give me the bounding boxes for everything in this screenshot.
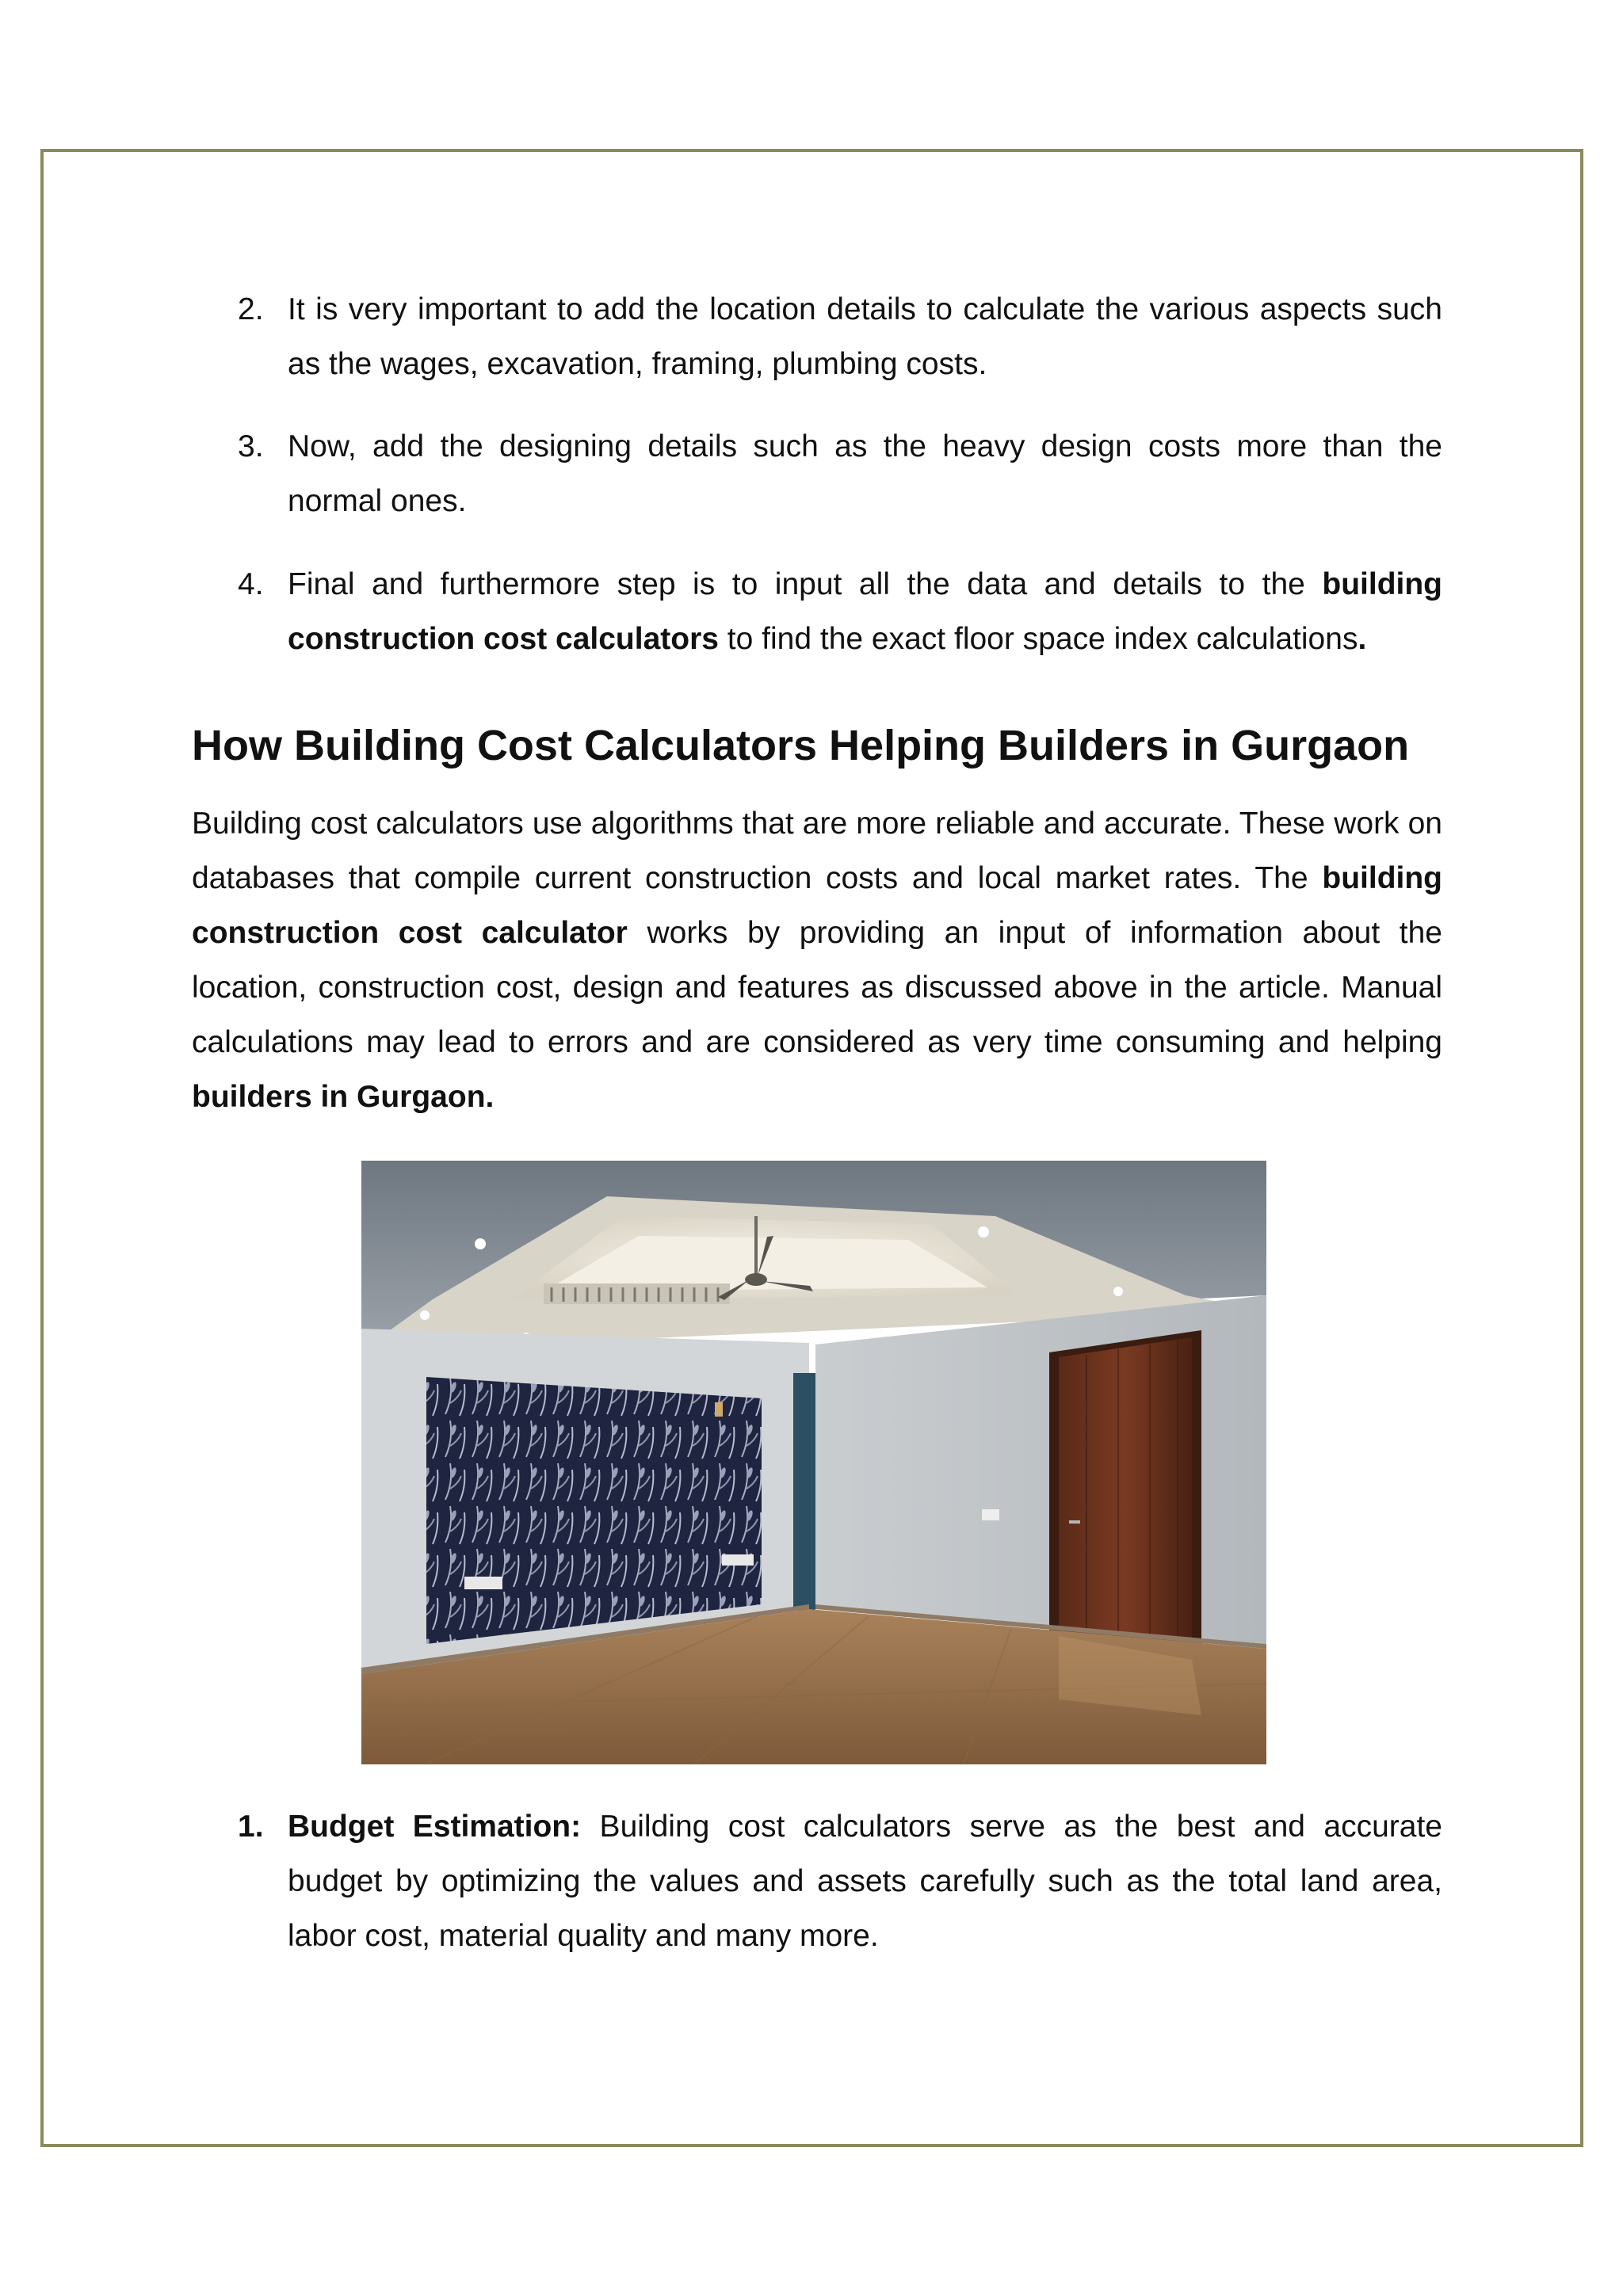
list-item <box>238 282 1442 391</box>
list-item <box>238 1799 1442 1963</box>
list-text: Now, add the designing details such as the heavy design costs more than the normal ones. <box>288 429 1442 518</box>
paragraph-bold: building construction cost calculator <box>192 861 1442 950</box>
list-item <box>238 419 1442 528</box>
section-heading: How Building Cost Calculators Helping Builders in Gurgaon <box>192 722 1410 769</box>
list-text-part: to find the exact floor space index calculations <box>718 622 1358 656</box>
list-number: 3. <box>238 429 264 463</box>
list-text: It is very important to add the location details to calculate the various aspects such as the wages, excavation, framing, plumbing costs. <box>288 292 1442 381</box>
list-text <box>288 557 1442 666</box>
list-number: 4. <box>238 567 264 601</box>
list-number: 2. <box>238 292 264 326</box>
list-text-bold: Budget Estimation: <box>288 1810 582 1844</box>
list-number: 1. <box>238 1810 264 1844</box>
list-text-bold: . <box>1358 622 1367 656</box>
list-text-part: Building cost calculators serve as the best and accurate budget by optimizing the values and assets carefully such as the total land area, labor cost, material quality and many more. <box>288 1810 1442 1953</box>
list-text-bold: building construction cost calculators <box>288 567 1442 656</box>
list-text <box>288 1799 1442 1963</box>
list-item <box>238 557 1442 666</box>
body-paragraph <box>192 796 1442 1124</box>
paragraph-text: Building cost calculators use algorithms that are more reliable and accurate. These work on databases that compile current construction costs and local market rates. The <box>192 807 1442 895</box>
paragraph-text: works by providing an input of information about the location, construction cost, design and features as discussed above in the article. Manual calculations may lead to errors and are considered as very time consuming and helping <box>192 916 1442 1059</box>
list-text-part: Final and furthermore step is to input all the data and details to the <box>288 567 1323 601</box>
paragraph-bold: builders in Gurgaon. <box>192 1080 495 1114</box>
room-photo <box>361 1161 1266 1764</box>
